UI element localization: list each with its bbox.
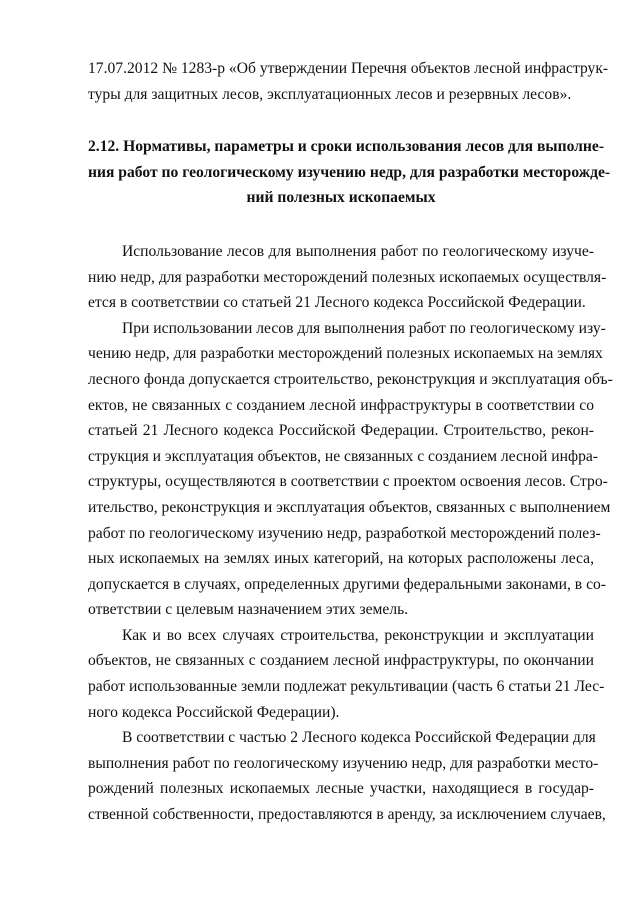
text-line: туры для защитных лесов, эксплуатационных лесов и резервных лесов». [88, 85, 572, 103]
text-line: выполнения работ по геологическому изучению недр, для разработки место- [88, 754, 599, 772]
text-line: структуры, осуществляются в соответствии с проектом освоения лесов. Стро- [88, 473, 608, 491]
text-line: статьей 21 Лесного кодекса Российской Федерации. Строительство, рекон- [88, 422, 594, 440]
heading-line: ния работ по геологическому изучению недр, для разработки месторожде- [88, 163, 611, 181]
text-line: нию недр, для разработки месторождений полезных ископаемых осуществля- [88, 268, 607, 286]
text-line: ных ископаемых на землях иных категорий, на которых расположены леса, [88, 550, 594, 568]
text-line: ется в соответствии со статьей 21 Лесного кодекса Российской Федерации. [88, 294, 586, 312]
text-line: Как и во всех случаях строительства, реконструкции и эксплуатации [122, 626, 594, 644]
paragraph [88, 623, 605, 725]
text-line: ственной собственности, предоставляются в аренду, за исключением случаев, [88, 806, 606, 824]
paragraph [88, 239, 607, 316]
text-line: работ по геологическому изучению недр, разработкой месторождений полез- [88, 524, 601, 542]
text-line: работ использованные земли подлежат рекультивации (часть 6 статьи 21 Лес- [88, 678, 605, 696]
text-line: лесного фонда допускается строительство, реконструкция и эксплуатация объ- [88, 370, 613, 388]
text-line: объектов, не связанных с созданием лесной инфраструктуры, по окончании [88, 652, 594, 670]
text-line: Использование лесов для выполнения работ по геологическому изуче- [122, 242, 594, 260]
text-line: При использовании лесов для выполнения работ по геологическому изу- [122, 319, 606, 337]
section-heading [88, 134, 611, 211]
intro-text [88, 56, 609, 107]
paragraph [88, 316, 613, 623]
text-line: ответствии с целевым назначением этих земель. [88, 601, 409, 619]
text-line: рождений полезных ископаемых лесные участки, находящиеся в государ- [88, 780, 594, 798]
text-line: В соответствии с частью 2 Лесного кодекса Российской Федерации для [122, 729, 596, 747]
text-line: допускается в случаях, определенных другими федеральными законами, в со- [88, 575, 606, 593]
heading-line: ний полезных ископаемых [246, 189, 436, 207]
text-line: ектов, не связанных с созданием лесной инфраструктуры в соответствии со [88, 396, 594, 414]
text-line: чению недр, для разработки месторождений полезных ископаемых на землях [88, 345, 603, 363]
text-line: струкция и эксплуатация объектов, не связанных с созданием лесной инфра- [88, 447, 598, 465]
paragraph [88, 725, 606, 827]
text-line: ительство, реконструкция и эксплуатация объектов, связанных с выполнением [88, 498, 611, 516]
document-page [88, 56, 613, 828]
text-line: ного кодекса Российской Федерации). [88, 703, 340, 721]
text-line: 17.07.2012 № 1283-р «Об утверждении Перечня объектов лесной инфраструк- [88, 60, 609, 77]
heading-line: 2.12. Нормативы, параметры и сроки использования лесов для выполне- [88, 138, 605, 156]
